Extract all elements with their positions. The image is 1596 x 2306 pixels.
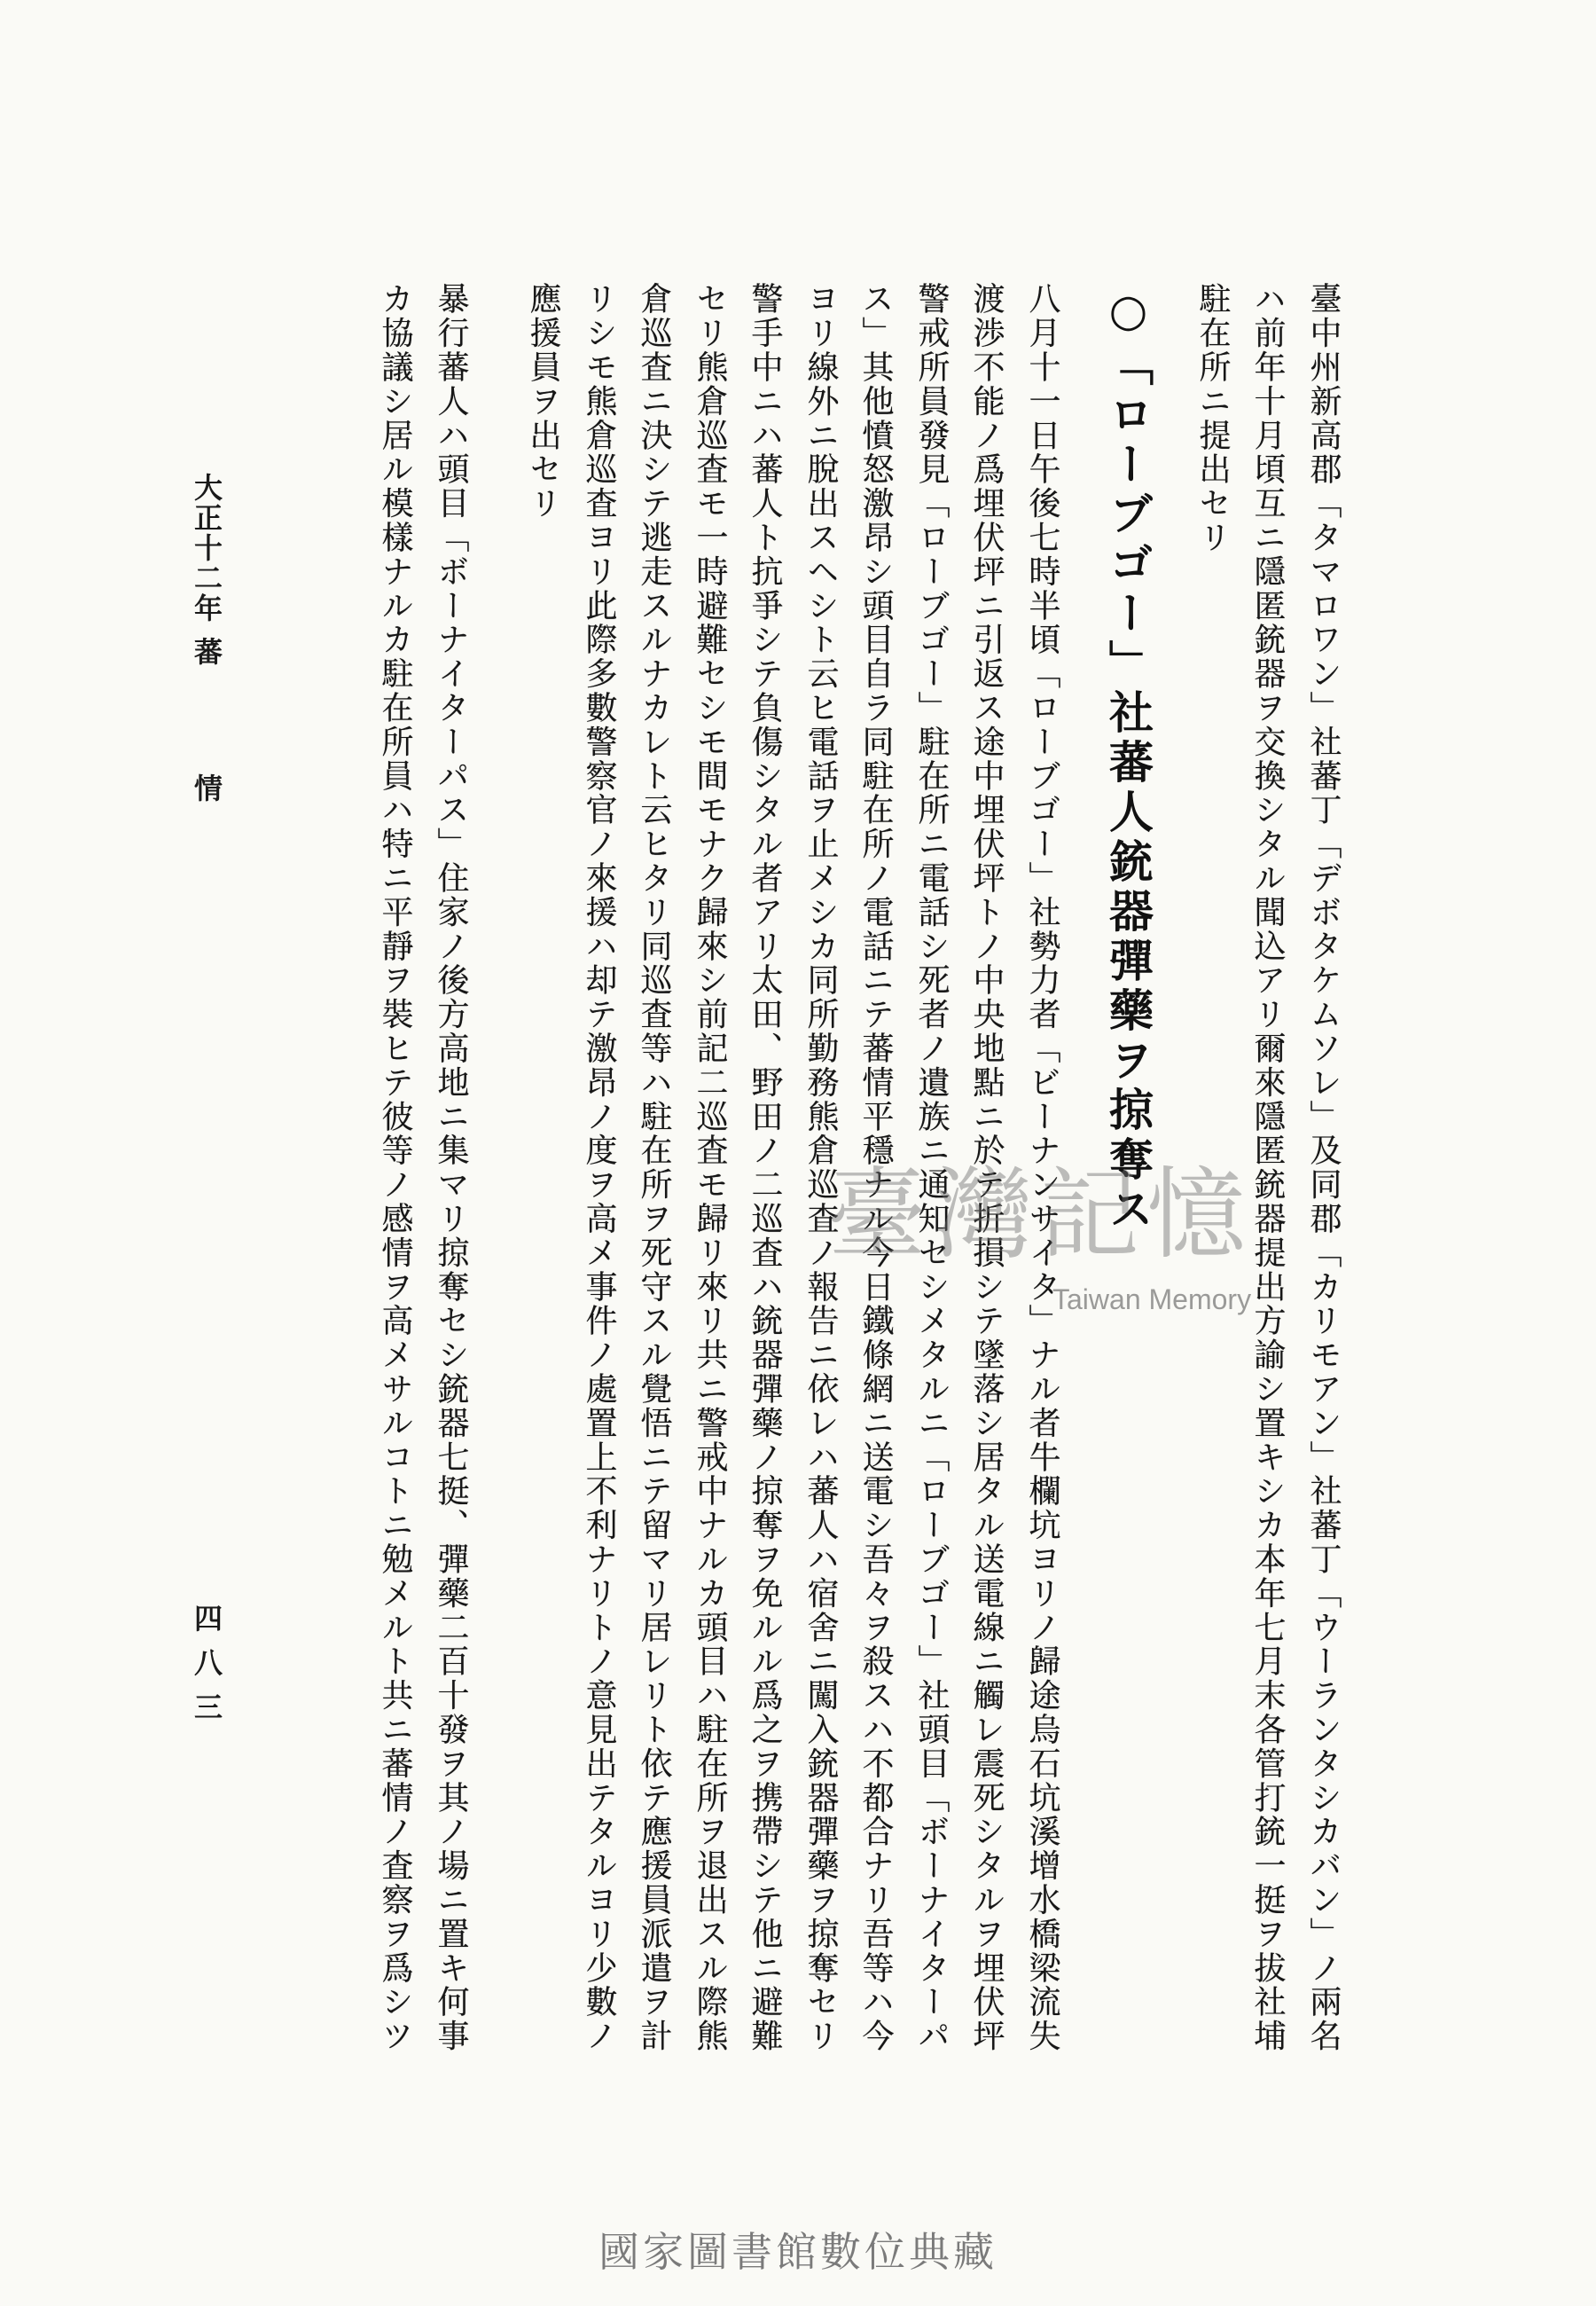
watermark-logo-subtext: Taiwan Memory xyxy=(1052,1283,1252,1315)
text-column-15: カ協議シ居ル模樣ナルカ駐在所員ハ特ニ平靜ヲ裝ヒテ彼等ノ感情ヲ高メサルコトニ勉メルト共ニ蕃情ノ査察ヲ爲シツ xyxy=(377,282,413,2053)
text-column-5: 渡渉不能ノ爲埋伏坪ニ引返ス途中埋伏坪トノ中央地點ニ於テ折損シテ墜落シ居タル送電線ニ觸レ震死シタルヲ埋伏坪 xyxy=(968,282,1005,2053)
watermark-logo: 臺灣記憶 xyxy=(827,1157,1253,1273)
text-column-14: 暴行蕃人ハ頭目「ボーナイターパス」住家ノ後方高地ニ集マリ掠奪セシ銃器七挺、彈藥二百十發ヲ其ノ場ニ置キ何事 xyxy=(433,282,469,2053)
text-column-3: 駐在所ニ提出セリ xyxy=(1194,282,1231,555)
running-head-section: 蕃情 xyxy=(190,637,223,910)
collection-credit: 國家圖書館數位典藏 xyxy=(598,2228,998,2276)
text-column-8: ヨリ線外ニ脫出スヘシト云ヒ電話ヲ止メシカ同所勤務熊倉巡査ノ報告ニ依レハ蕃人ハ宿舍ニ闖入銃器彈藥ヲ掠奪セリ xyxy=(802,282,839,2053)
text-column-4: 八月十一日午後七時半頃「ローブゴー」社勢力者「ビーナンサイタ」ナル者牛欄坑ヨリノ歸途烏石坑溪增水橋梁流失 xyxy=(1024,282,1060,2053)
section-heading: ○「ローブゴー」社蕃人銃器彈藥ヲ掠奪ス xyxy=(1102,284,1154,1235)
page-number: 四八三 xyxy=(190,1604,223,1737)
running-head-year: 大正十二年 xyxy=(190,473,223,624)
text-column-6: 警戒所員發見「ローブゴー」駐在所ニ電話シ死者ノ遺族ニ通知セシメタルニ「ローブゴー」社頭目「ボーナイターパ xyxy=(913,282,950,2053)
text-column-9: 警手中ニハ蕃人ト抗爭シテ負傷シタル者アリ太田、野田ノ二巡査ハ銃器彈藥ノ掠奪ヲ免ルル爲之ヲ携帶シテ他ニ避難 xyxy=(747,282,783,2053)
text-column-12: リシモ熊倉巡査ヨリ此際多數警察官ノ來援ハ却テ激昂ノ度ヲ高メ事件ノ處置上不利ナリトノ意見出テタルヨリ少數ノ xyxy=(581,282,617,2053)
text-column-13: 應援員ヲ出セリ xyxy=(525,282,561,521)
text-column-7: ス」其他憤怒激昂シ頭目自ラ同駐在所ノ電話ニテ蕃情平穩ナル今日鐵條網ニ送電シ吾々ヲ殺スハ不都合ナリ吾等ハ今 xyxy=(857,282,894,2053)
text-column-2: ハ前年十月頃互ニ隱匿銃器ヲ交換シタル聞込アリ爾來隱匿銃器提出方諭シ置キシカ本年七月末各管打銃一挺ヲ拔社埔 xyxy=(1249,282,1286,2053)
text-column-10: セリ熊倉巡査モ一時避難セシモ間モナク歸來シ前記二巡査モ歸リ來リ共ニ警戒中ナルカ頭目ハ駐在所ヲ退出スル際熊 xyxy=(692,282,728,2053)
text-column-1: 臺中州新高郡「タマロワン」社蕃丁「デボタケムソレ」及同郡「カリモアン」社蕃丁「ウーランタシカバン」ノ兩名 xyxy=(1305,282,1342,2053)
text-column-11: 倉巡査ニ決シテ逃走スルナカレト云ヒタリ同巡査等ハ駐在所ヲ死守スル覺悟ニテ留マリ居レリト依テ應援員派遣ヲ計 xyxy=(636,282,672,2053)
